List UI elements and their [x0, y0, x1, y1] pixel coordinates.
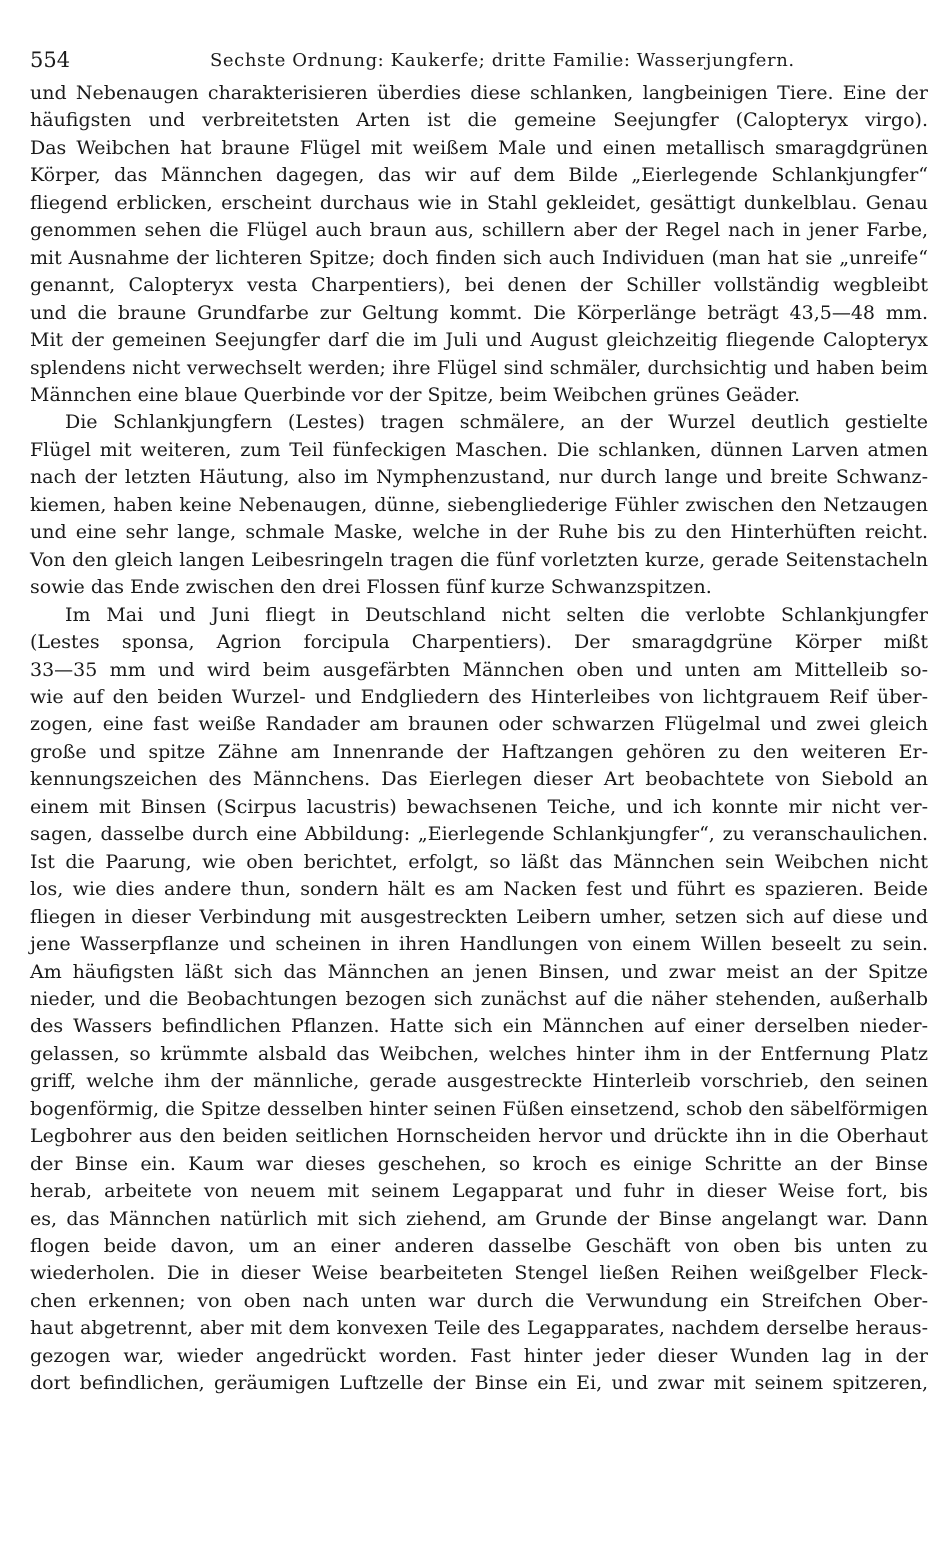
text-line: griff, welche ihm der männliche, gerade ausgestreckte Hinterleib vorschrieb, den seinen	[30, 1070, 928, 1093]
text-line: nach der letzten Häutung, also im Nymphenzustand, nur durch lange und breite Schwanz-	[30, 466, 928, 489]
text-line: splendens nicht verwechselt werden; ihre Flügel sind schmäler, durchsichtig und haben beim	[30, 357, 928, 379]
text-line: Flügel mit weiteren, zum Teil fünfeckigen Maschen. Die schlanken, dünnen Larven atmen	[30, 438, 928, 461]
text-line: Legbohrer aus den beiden seitlichen Hornscheiden hervor und drückte ihn in die Oberhaut	[30, 1125, 928, 1148]
text-line: nieder, und die Beobachtungen bezogen sich zunächst auf die näher stehenden, außerhalb	[30, 987, 928, 1010]
text-line: große und spitze Zähne am Innenrande der Haftzangen gehören zu den weiteren Er-	[30, 740, 928, 763]
text-line: des Wassers befindlichen Pflanzen. Hatte sich ein Männchen auf einer derselben nieder-	[30, 1015, 928, 1038]
text-line: Körper, das Männchen dagegen, das wir auf dem Bilde „Eierlegende Schlankjungfer“	[30, 164, 928, 187]
text-line: fliegend erblicken, erscheint durchaus wie in Stahl gekleidet, gesättigt dunkelblau. Genau	[30, 191, 928, 214]
text-line: es, das Männchen natürlich mit sich ziehend, am Grunde der Binse angelangt war. Dann	[30, 1207, 928, 1230]
text-line: Im Mai und Juni fliegt in Deutschland nicht selten die verlobte Schlankjungfer	[65, 603, 928, 626]
page-header	[30, 40, 928, 80]
text-line: Ist die Paarung, wie oben berichtet, erfolgt, so läßt das Männchen sein Weibchen nicht	[30, 850, 928, 873]
text-line: gezogen war, wieder angedrückt worden. Fast hinter jeder dieser Wunden lag in der	[30, 1344, 928, 1367]
text-line: kiemen, haben keine Nebenaugen, dünne, siebengliederige Fühler zwischen den Netzaugen	[30, 493, 928, 516]
text-line: genommen sehen die Flügel auch braun aus, schillern aber der Regel nach in jener Farbe,	[30, 219, 928, 242]
text-line: Am häufigsten läßt sich das Männchen an jenen Binsen, und zwar meist an der Spitze	[30, 960, 928, 983]
text-line: 33—35 mm und wird beim ausgefärbten Männchen oben und unten am Mittelleib so-	[30, 658, 928, 681]
book-page	[30, 40, 928, 1398]
text-line: bogenförmig, die Spitze desselben hinter seinen Füßen einsetzend, schob den säbelförmigen	[30, 1097, 928, 1120]
text-line: mit Ausnahme der lichteren Spitze; doch finden sich auch Individuen (man hat sie „unreife“	[30, 246, 928, 269]
text-line: und Nebenaugen charakterisieren überdies diese schlanken, langbeinigen Tiere. Eine der	[30, 82, 928, 104]
text-line: genannt, Calopteryx vesta Charpentiers), bei denen der Schiller vollständig wegbleibt	[30, 274, 928, 297]
text-line: fliegen in dieser Verbindung mit ausgestreckten Leibern umher, setzen sich auf diese und	[30, 905, 928, 928]
text-line: Männchen eine blaue Querbinde vor der Spitze, beim Weibchen grünes Geäder.	[30, 383, 801, 406]
text-line: sagen, dasselbe durch eine Abbildung: „Eierlegende Schlankjungfer“, zu veranschaulichen.	[30, 823, 928, 846]
text-line: los, wie dies andere thun, sondern hält es am Nacken fest und führt es spazieren. Beide	[30, 878, 928, 901]
text-line: sowie das Ende zwischen den drei Flossen fünf kurze Schwanzspitzen.	[30, 576, 712, 599]
text-line: Das Weibchen hat braune Flügel mit weißem Male und einen metallisch smaragdgrünen	[30, 136, 928, 159]
page-number: 554	[30, 48, 71, 72]
text-line: und eine sehr lange, schmale Maske, welche in der Ruhe bis zu den Hinterhüften reicht.	[30, 521, 928, 544]
text-line: dort befindlichen, geräumigen Luftzelle der Binse ein Ei, und zwar mit seinem spitzeren,	[30, 1372, 928, 1395]
text-line: kennungszeichen des Männchens. Das Eierlegen dieser Art beobachtete von Siebold an	[30, 768, 928, 791]
text-line: Von den gleich langen Leibesringeln tragen die fünf vorletzten kurze, gerade Seitenstacheln	[30, 548, 928, 571]
text-line: der Binse ein. Kaum war dieses geschehen, so kroch es einige Schritte an der Binse	[30, 1152, 928, 1175]
running-head: Sechste Ordnung: Kaukerfe; dritte Familie: Wasserjungfern.	[210, 50, 795, 71]
text-line: und die braune Grundfarbe zur Geltung kommt. Die Körperlänge beträgt 43,5—48 mm.	[30, 301, 928, 324]
text-line: Mit der gemeinen Seejungfer darf die im Juli und August gleichzeitig fliegende Calopteryx	[30, 329, 928, 352]
text-line: wie auf den beiden Wurzel- und Endgliedern des Hinterleibes von lichtgrauem Reif über-	[30, 685, 928, 708]
text-line: wiederholen. Die in dieser Weise bearbeiteten Stengel ließen Reihen weißgelber Fleck-	[30, 1262, 928, 1285]
text-line: zogen, eine fast weiße Randader am braunen oder schwarzen Flügelmal und zwei gleich	[30, 713, 928, 736]
text-line: (Lestes sponsa, Agrion forcipula Charpentiers). Der smaragdgrüne Körper mißt	[30, 631, 928, 654]
text-line: gelassen, so krümmte alsbald das Weibchen, welches hinter ihm in der Entfernung Platz	[30, 1042, 928, 1065]
text-line: flogen beide davon, um an einer anderen dasselbe Geschäft von oben bis unten zu	[30, 1235, 928, 1258]
text-line: einem mit Binsen (Scirpus lacustris) bewachsenen Teiche, und ich konnte mir nicht ver-	[30, 795, 928, 818]
text-line: chen erkennen; von oben nach unten war durch die Verwundung ein Streifchen Ober-	[30, 1289, 928, 1312]
text-line: häufigsten und verbreitetsten Arten ist die gemeine Seejungfer (Calopteryx virgo).	[30, 109, 928, 132]
text-line: herab, arbeitete von neuem mit seinem Legapparat und fuhr in dieser Weise fort, bis	[30, 1180, 928, 1203]
text-line: Die Schlankjungfern (Lestes) tragen schmälere, an der Wurzel deutlich gestielte	[65, 411, 928, 434]
text-line: jene Wasserpflanze und scheinen in ihren Handlungen von einem Willen beseelt zu sein.	[30, 933, 928, 956]
text-line: haut abgetrennt, aber mit dem konvexen Teile des Legapparates, nachdem derselbe heraus-	[30, 1317, 928, 1340]
body-text	[30, 80, 928, 1398]
